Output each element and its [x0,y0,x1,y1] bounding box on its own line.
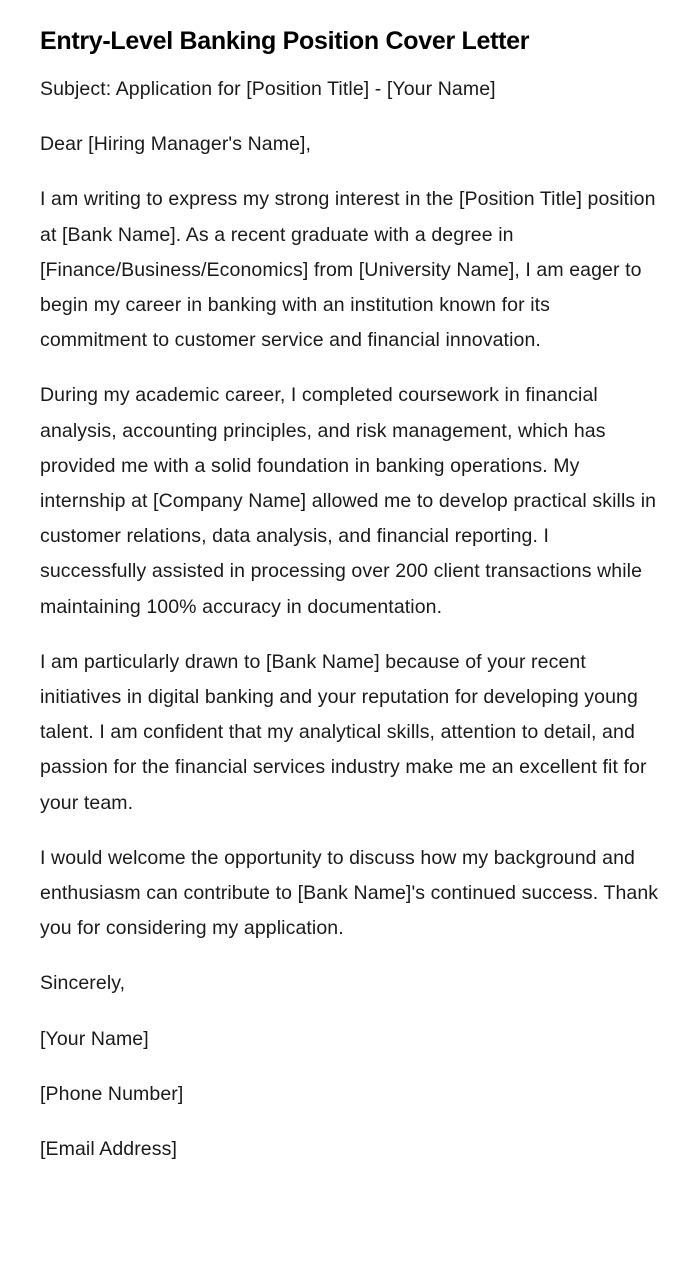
page-title: Entry-Level Banking Position Cover Letter [40,27,530,55]
salutation: Dear [Hiring Manager's Name], [40,133,312,156]
signature-name: [Your Name] [40,1027,149,1050]
body-paragraph-closing: I would welcome the opportunity to discuss how my background and enthusiasm can contribute to [Bank Name]'s continued success. Thank you for considering my application. [40,846,659,940]
body-paragraph-motivation: I am particularly drawn to [Bank Name] because of your recent initiatives in digital banking and your reputation for developing young talent. I am confident that my analytical skills, attention to detail, and passion for the financial services industry make me an excellent fit for your team. [40,650,647,814]
signature-phone: [Phone Number] [40,1082,184,1105]
body-paragraph-intro: I am writing to express my strong interest in the [Position Title] position at [Bank Name]. As a recent graduate with a degree in [Finance/Business/Economics] from [University Name], I am eager to begin my career in banking with an institution known for its commitment to customer service and financial innovation. [40,188,656,352]
subject-line: Subject: Application for [Position Title] - [Your Name] [40,78,496,100]
closing-line: Sincerely, [40,972,126,995]
body-paragraph-experience: During my academic career, I completed coursework in financial analysis, accounting principles, and risk management, which has provided me with a solid foundation in banking operations. My internship at [Company Name] allowed me to develop practical skills in customer relations, data analysis, and financial reporting. I successfully assisted in processing over 200 client transactions while maintaining 100% accuracy in documentation. [40,384,657,618]
signature-email: [Email Address] [40,1138,177,1161]
